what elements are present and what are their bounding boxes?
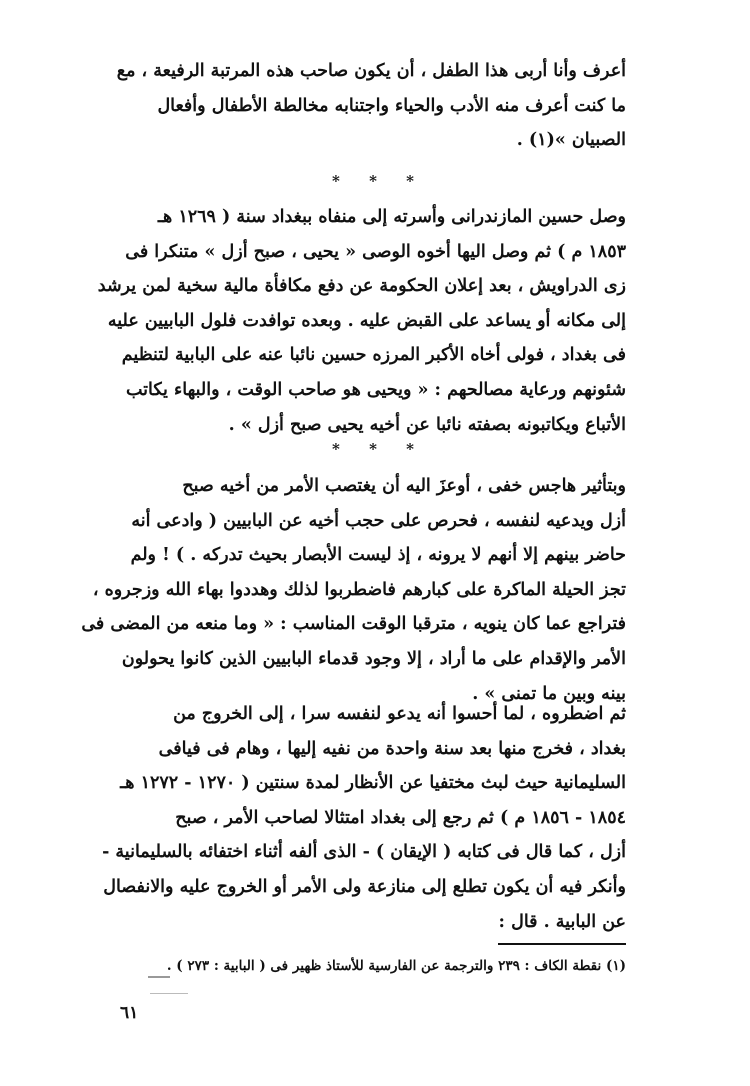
text-line: فى بغداد ، فولى أخاه الأكبر المرزه حسين نائبا عنه على البابية لتنظيم [121,345,626,366]
text-line: الأتباع ويكاتبونه بصفته نائبا عن أخيه يحيى صبح أزل » . [228,414,626,435]
text-line: حاضر بينهم إلا أنهم لا يرونه ، إذ ليست الأبصار بحيث تدركه . ) ! ولم [130,545,626,566]
scan-mark [148,976,170,978]
text-line: وأنكر فيه أن يكون تطلع إلى منازعة ولى الأمر أو الخروج عليه والانفصال [103,876,626,897]
text-line: ١٨٥٤ - ١٨٥٦ م ) ثم رجع إلى بغداد امتثالا لصاحب الأمر ، صبح [175,807,626,828]
text-line: السليمانية حيث لبث مختفيا عن الأنظار لمدة سنتين ( ١٢٧٠ - ١٢٧٢ هـ [120,773,626,794]
text-line: بينه وبين ما تمنى » . [472,683,626,704]
text-line: فتراجع عما كان ينويه ، مترقبا الوقت المناسب : « وما منعه من المضى فى [81,614,626,635]
text-line: شئونهم ورعاية مصالحهم : « ويحيى هو صاحب الوقت ، والبهاء يكاتب [126,379,626,400]
text-line: الصبيان »(١) . [516,130,626,151]
text-line: زى الدراويش ، بعد إعلان الحكومة عن دفع مكافأة مالية سخية لمن يرشد [97,276,626,297]
footnote: (١) نقطة الكاف : ٢٣٩ والترجمة عن الفارسية للأستاذ ظهير فى ( البابية : ٢٧٣ ) . [166,958,626,974]
text-line: ١٨٥٣ م ) ثم وصل اليها أخوه الوصى « يحيى ، صبح أزل » متنكرا فى [125,241,626,262]
text-line: وصل حسين المازندرانى وأسرته إلى منفاه ببغداد سنة ( ١٢٦٩ هـ [157,207,626,227]
text-line: أزل ويدعيه لنفسه ، فحرص على حجب أخيه عن البابيين ( وادعى أنه [131,510,626,531]
paragraph-exile-to-sulaymaniyah [102,697,626,939]
section-separator: * * * [332,440,426,458]
text-line: عن البابية . قال : [498,911,626,932]
scan-mark [150,993,188,994]
text-line: أزل ، كما قال فى كتابه ( الإيقان ) - الذى ألفه أثناء اختفائه بالسليمانية - [102,842,626,863]
text-line: بغداد ، فخرج منها بعد سنة واحدة من نفيه إليها ، وهام فى فيافى [158,738,626,759]
section-separator: * * * [332,172,426,190]
text-line: أعرف وأنا أربى هذا الطفل ، أن يكون صاحب هذه المرتبة الرفيعة ، مع [116,61,626,81]
text-line: ثم اضطروه ، لما أحسوا أنه يدعو لنفسه سرا ، إلى الخروج من [173,704,626,724]
text-line: الأمر والإقدام على ما أراد ، إلا وجود قدماء البابيين الذين كانوا يحولون [121,648,626,669]
paragraph-usurpation-attempt [81,469,626,711]
text-line: إلى مكانه أو يساعد على القبض عليه . وبعده توافدت فلول البابيين عليه [107,310,626,331]
text-line: وبتأثير هاجس خفى ، أوعزَ اليه أن يغتصب الأمر من أخيه صبح [182,476,626,496]
footnote-divider [498,943,626,945]
text-line: ما كنت أعرف منه الأدب والحياء واجتنابه مخالطة الأطفال وأفعال [157,95,626,116]
paragraph-arrival-in-baghdad [97,200,626,442]
paragraph-continuation [116,54,626,158]
page-number: ٦١ [120,1003,139,1023]
text-line: تجز الحيلة الماكرة على كبارهم فاضطربوا لذلك وهددوا بهاء الله وزجروه ، [92,579,626,600]
